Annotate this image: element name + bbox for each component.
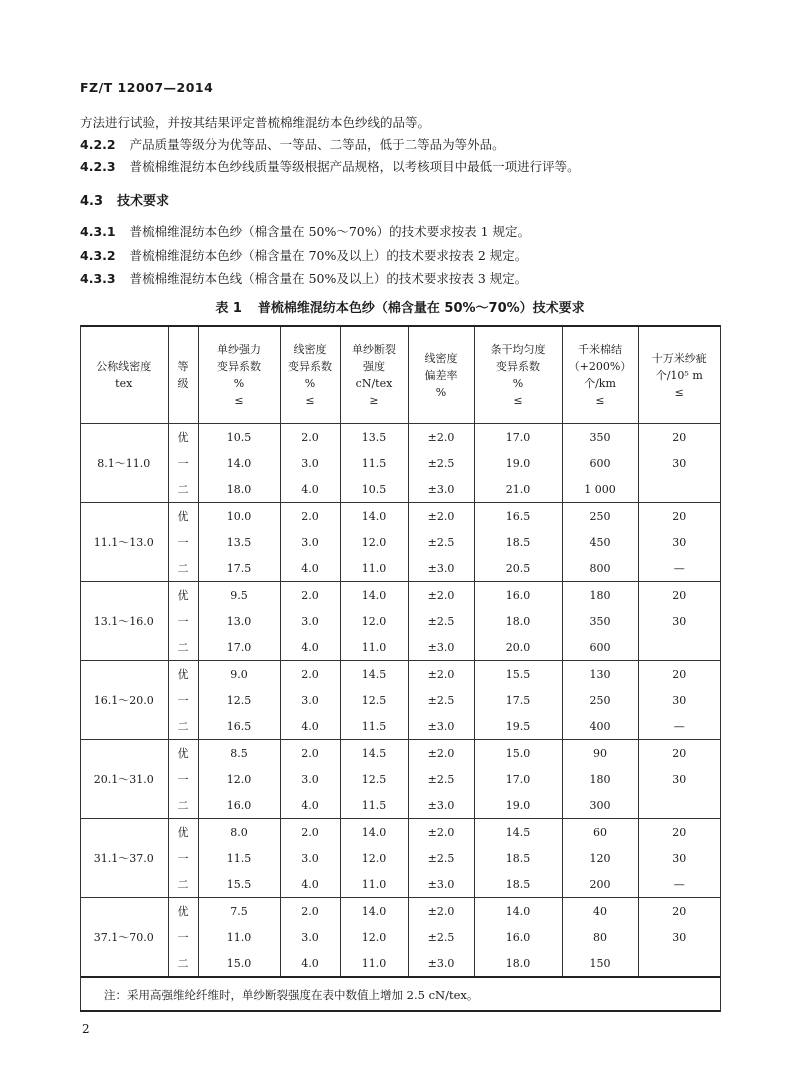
value-cell: 3.0 (280, 845, 340, 871)
value-cell: 4.0 (280, 792, 340, 819)
section-heading (80, 190, 169, 209)
value-cell: 12.5 (198, 687, 280, 713)
value-cell: 4.0 (280, 555, 340, 582)
value-cell: 14.5 (474, 819, 562, 846)
value-cell: 150 (562, 950, 638, 977)
value-cell: ±3.0 (408, 555, 474, 582)
value-cell: 250 (562, 687, 638, 713)
value-cell: 19.0 (474, 450, 562, 476)
clause-text: 普梳棉维混纺本色线（棉含量在 50%及以上）的技术要求按表 3 规定。 (129, 271, 528, 286)
header-density-cv: 线密度 变异系数 % ≤ (280, 326, 340, 424)
spec-table (80, 325, 720, 978)
value-cell: 3.0 (280, 608, 340, 634)
value-cell: 10.5 (340, 476, 408, 503)
value-cell: 15.5 (474, 661, 562, 688)
value-cell: 14.0 (340, 898, 408, 925)
value-cell: 13.5 (340, 424, 408, 451)
table-row (80, 529, 720, 555)
table-row (80, 924, 720, 950)
grade-cell: 一 (168, 608, 198, 634)
table-row (80, 687, 720, 713)
value-cell (638, 476, 720, 503)
value-cell: 17.0 (474, 766, 562, 792)
value-cell: 3.0 (280, 924, 340, 950)
value-cell: 21.0 (474, 476, 562, 503)
value-cell: 4.0 (280, 871, 340, 898)
value-cell: 30 (638, 450, 720, 476)
nominal-density-cell: 37.1～70.0 (80, 898, 168, 978)
value-cell: ±2.5 (408, 529, 474, 555)
value-cell: 13.0 (198, 608, 280, 634)
value-cell: 10.5 (198, 424, 280, 451)
grade-cell: 二 (168, 555, 198, 582)
table-row (80, 634, 720, 661)
value-cell: 15.0 (198, 950, 280, 977)
grade-cell: 一 (168, 924, 198, 950)
value-cell: 20 (638, 898, 720, 925)
table-row (80, 819, 720, 846)
standard-code: FZ/T 12007—2014 (80, 80, 214, 95)
table-row (80, 582, 720, 609)
value-cell: 2.0 (280, 898, 340, 925)
value-cell: ±2.0 (408, 582, 474, 609)
value-cell: 800 (562, 555, 638, 582)
value-cell: 30 (638, 529, 720, 555)
value-cell: 19.0 (474, 792, 562, 819)
grade-cell: 一 (168, 450, 198, 476)
value-cell: 11.0 (340, 634, 408, 661)
value-cell: 14.0 (340, 819, 408, 846)
value-cell: 30 (638, 687, 720, 713)
table-row (80, 713, 720, 740)
clause-number: 4.3.3 (80, 271, 116, 286)
value-cell: 14.0 (340, 582, 408, 609)
value-cell: 1 000 (562, 476, 638, 503)
value-cell: ±3.0 (408, 871, 474, 898)
value-cell: 12.5 (340, 766, 408, 792)
grade-cell: 一 (168, 529, 198, 555)
value-cell: 20 (638, 661, 720, 688)
table-row (80, 424, 720, 451)
nominal-density-cell: 20.1～31.0 (80, 740, 168, 819)
value-cell: 16.5 (474, 503, 562, 530)
header-density-deviation: 线密度 偏差率 % (408, 326, 474, 424)
value-cell: 3.0 (280, 687, 340, 713)
value-cell: 2.0 (280, 424, 340, 451)
value-cell: 11.5 (340, 713, 408, 740)
header-strength-cv: 单纱强力 变异系数 % ≤ (198, 326, 280, 424)
value-cell: 400 (562, 713, 638, 740)
value-cell: 12.0 (340, 845, 408, 871)
value-cell: 300 (562, 792, 638, 819)
value-cell: ±2.0 (408, 819, 474, 846)
value-cell: 600 (562, 450, 638, 476)
table-caption: 普梳棉维混纺本色纱（棉含量在 50%～70%）技术要求 (257, 301, 585, 316)
value-cell: ±3.0 (408, 713, 474, 740)
value-cell: ±2.0 (408, 661, 474, 688)
grade-cell: 二 (168, 713, 198, 740)
value-cell: 12.0 (198, 766, 280, 792)
clause-number: 4.3.2 (80, 248, 116, 263)
value-cell: 10.0 (198, 503, 280, 530)
value-cell: 18.5 (474, 871, 562, 898)
value-cell: 11.5 (340, 450, 408, 476)
table-row (80, 740, 720, 767)
nominal-density-cell: 11.1～13.0 (80, 503, 168, 582)
value-cell: 17.0 (198, 634, 280, 661)
value-cell: 2.0 (280, 582, 340, 609)
grade-cell: 一 (168, 845, 198, 871)
value-cell: ±2.0 (408, 740, 474, 767)
value-cell: ±2.5 (408, 450, 474, 476)
table-title (0, 297, 800, 316)
value-cell: ±2.0 (408, 503, 474, 530)
value-cell: — (638, 555, 720, 582)
value-cell: 4.0 (280, 476, 340, 503)
clause-text: 产品质量等级分为优等品、一等品、二等品，低于二等品为等外品。 (129, 137, 505, 152)
value-cell: ±2.5 (408, 687, 474, 713)
value-cell: 14.0 (198, 450, 280, 476)
value-cell: ±2.5 (408, 608, 474, 634)
value-cell: 17.5 (474, 687, 562, 713)
value-cell: 4.0 (280, 713, 340, 740)
value-cell: 14.5 (340, 740, 408, 767)
value-cell: 17.5 (198, 555, 280, 582)
value-cell: ±2.0 (408, 424, 474, 451)
value-cell: 15.5 (198, 871, 280, 898)
grade-cell: 二 (168, 792, 198, 819)
table-header-row (80, 326, 720, 424)
value-cell: 7.5 (198, 898, 280, 925)
value-cell: 30 (638, 845, 720, 871)
clause-4-3-3 (80, 269, 527, 287)
value-cell: ±3.0 (408, 792, 474, 819)
value-cell: 8.5 (198, 740, 280, 767)
nominal-density-cell: 31.1～37.0 (80, 819, 168, 898)
value-cell: 2.0 (280, 503, 340, 530)
table-right-border (720, 325, 721, 1012)
value-cell: 20 (638, 819, 720, 846)
value-cell: ±3.0 (408, 476, 474, 503)
header-grade: 等 级 (168, 326, 198, 424)
nominal-density-cell: 16.1～20.0 (80, 661, 168, 740)
value-cell: 450 (562, 529, 638, 555)
value-cell: 600 (562, 634, 638, 661)
value-cell: ±2.0 (408, 898, 474, 925)
value-cell: ±2.5 (408, 766, 474, 792)
grade-cell: 优 (168, 740, 198, 767)
value-cell: ±2.5 (408, 845, 474, 871)
value-cell: 20.5 (474, 555, 562, 582)
value-cell: 250 (562, 503, 638, 530)
table-row (80, 503, 720, 530)
grade-cell: 一 (168, 687, 198, 713)
value-cell: 14.0 (474, 898, 562, 925)
clause-4-3-1 (80, 222, 530, 240)
table-row (80, 555, 720, 582)
value-cell: 30 (638, 608, 720, 634)
value-cell: 19.5 (474, 713, 562, 740)
value-cell: 20 (638, 740, 720, 767)
value-cell: 2.0 (280, 819, 340, 846)
table-row (80, 766, 720, 792)
table-left-border (80, 325, 81, 1012)
table-row (80, 845, 720, 871)
value-cell: 9.5 (198, 582, 280, 609)
table-row (80, 898, 720, 925)
value-cell: 3.0 (280, 450, 340, 476)
value-cell (638, 792, 720, 819)
clause-4-3-2 (80, 246, 527, 264)
value-cell: 20 (638, 424, 720, 451)
table-note (80, 980, 720, 1012)
value-cell: 20 (638, 582, 720, 609)
value-cell: 18.0 (474, 608, 562, 634)
grade-cell: 优 (168, 582, 198, 609)
value-cell: 90 (562, 740, 638, 767)
value-cell: 80 (562, 924, 638, 950)
value-cell: 11.0 (340, 871, 408, 898)
table-row (80, 950, 720, 977)
value-cell: ±2.5 (408, 924, 474, 950)
clause-number: 4.3.1 (80, 224, 116, 239)
value-cell (638, 634, 720, 661)
value-cell: 13.5 (198, 529, 280, 555)
value-cell: 200 (562, 871, 638, 898)
value-cell: 130 (562, 661, 638, 688)
value-cell: 16.0 (474, 582, 562, 609)
header-neps: 千米棉结 （+200%） 个/km ≤ (562, 326, 638, 424)
value-cell: 12.5 (340, 687, 408, 713)
value-cell: 11.5 (340, 792, 408, 819)
value-cell: 40 (562, 898, 638, 925)
value-cell: 14.5 (340, 661, 408, 688)
value-cell: 30 (638, 766, 720, 792)
header-evenness-cv: 条干均匀度 变异系数 % ≤ (474, 326, 562, 424)
grade-cell: 二 (168, 950, 198, 977)
header-nominal-density: 公称线密度 tex (80, 326, 168, 424)
table-row (80, 792, 720, 819)
paragraph-continuation (80, 113, 430, 131)
clause-text: 普梳棉维混纺本色纱（棉含量在 70%及以上）的技术要求按表 2 规定。 (129, 248, 528, 263)
value-cell: 2.0 (280, 661, 340, 688)
value-cell: 12.0 (340, 924, 408, 950)
value-cell: 20.0 (474, 634, 562, 661)
grade-cell: 优 (168, 424, 198, 451)
clause-text: 普梳棉维混纺本色纱线质量等级根据产品规格，以考核项目中最低一项进行评等。 (129, 159, 580, 174)
value-cell: ±3.0 (408, 950, 474, 977)
clause-4-2-2 (80, 135, 505, 153)
section-title: 技术要求 (117, 194, 170, 209)
table-row (80, 476, 720, 503)
table-row (80, 871, 720, 898)
value-cell: 12.0 (340, 608, 408, 634)
value-cell: 30 (638, 924, 720, 950)
clause-4-2-3 (80, 157, 580, 175)
clause-number: 4.2.3 (80, 159, 116, 174)
grade-cell: 二 (168, 871, 198, 898)
value-cell: 9.0 (198, 661, 280, 688)
value-cell (638, 950, 720, 977)
value-cell: 11.0 (198, 924, 280, 950)
table-row (80, 450, 720, 476)
value-cell: 18.5 (474, 845, 562, 871)
value-cell: 60 (562, 819, 638, 846)
value-cell: 180 (562, 766, 638, 792)
nominal-density-cell: 8.1～11.0 (80, 424, 168, 503)
value-cell: 14.0 (340, 503, 408, 530)
value-cell: 16.0 (474, 924, 562, 950)
clause-text: 普梳棉维混纺本色纱（棉含量在 50%～70%）的技术要求按表 1 规定。 (129, 224, 531, 239)
value-cell: 4.0 (280, 950, 340, 977)
value-cell: 4.0 (280, 634, 340, 661)
grade-cell: 二 (168, 634, 198, 661)
value-cell: 12.0 (340, 529, 408, 555)
value-cell: 16.0 (198, 792, 280, 819)
value-cell: ±3.0 (408, 634, 474, 661)
table-number: 表 1 (215, 301, 242, 316)
paragraph-text: 方法进行试验，并按其结果评定普梳棉维混纺本色纱线的品等。 (80, 115, 431, 130)
note-text: 注：采用高强维纶纤维时，单纱断裂强度在表中数值上增加 2.5 cN/tex。 (104, 988, 479, 1002)
value-cell: 18.0 (474, 950, 562, 977)
header-yarn-faults: 十万米纱疵 个/10⁵ m ≤ (638, 326, 720, 424)
value-cell: 18.5 (474, 529, 562, 555)
clause-number: 4.2.2 (80, 137, 116, 152)
table-row (80, 608, 720, 634)
nominal-density-cell: 13.1～16.0 (80, 582, 168, 661)
table-row (80, 661, 720, 688)
value-cell: 11.0 (340, 555, 408, 582)
value-cell: 17.0 (474, 424, 562, 451)
value-cell: 15.0 (474, 740, 562, 767)
value-cell: 3.0 (280, 766, 340, 792)
value-cell: 8.0 (198, 819, 280, 846)
value-cell: 11.0 (340, 950, 408, 977)
value-cell: 180 (562, 582, 638, 609)
value-cell: 2.0 (280, 740, 340, 767)
grade-cell: 优 (168, 819, 198, 846)
table-body (80, 424, 720, 978)
value-cell: 3.0 (280, 529, 340, 555)
value-cell: — (638, 871, 720, 898)
grade-cell: 一 (168, 766, 198, 792)
header-breaking-tenacity: 单纱断裂 强度 cN/tex ≥ (340, 326, 408, 424)
section-number: 4.3 (80, 194, 104, 209)
value-cell: — (638, 713, 720, 740)
value-cell: 20 (638, 503, 720, 530)
value-cell: 16.5 (198, 713, 280, 740)
value-cell: 350 (562, 424, 638, 451)
grade-cell: 二 (168, 476, 198, 503)
page-number: 2 (82, 1022, 90, 1036)
value-cell: 18.0 (198, 476, 280, 503)
value-cell: 120 (562, 845, 638, 871)
grade-cell: 优 (168, 661, 198, 688)
value-cell: 11.5 (198, 845, 280, 871)
value-cell: 350 (562, 608, 638, 634)
grade-cell: 优 (168, 898, 198, 925)
grade-cell: 优 (168, 503, 198, 530)
